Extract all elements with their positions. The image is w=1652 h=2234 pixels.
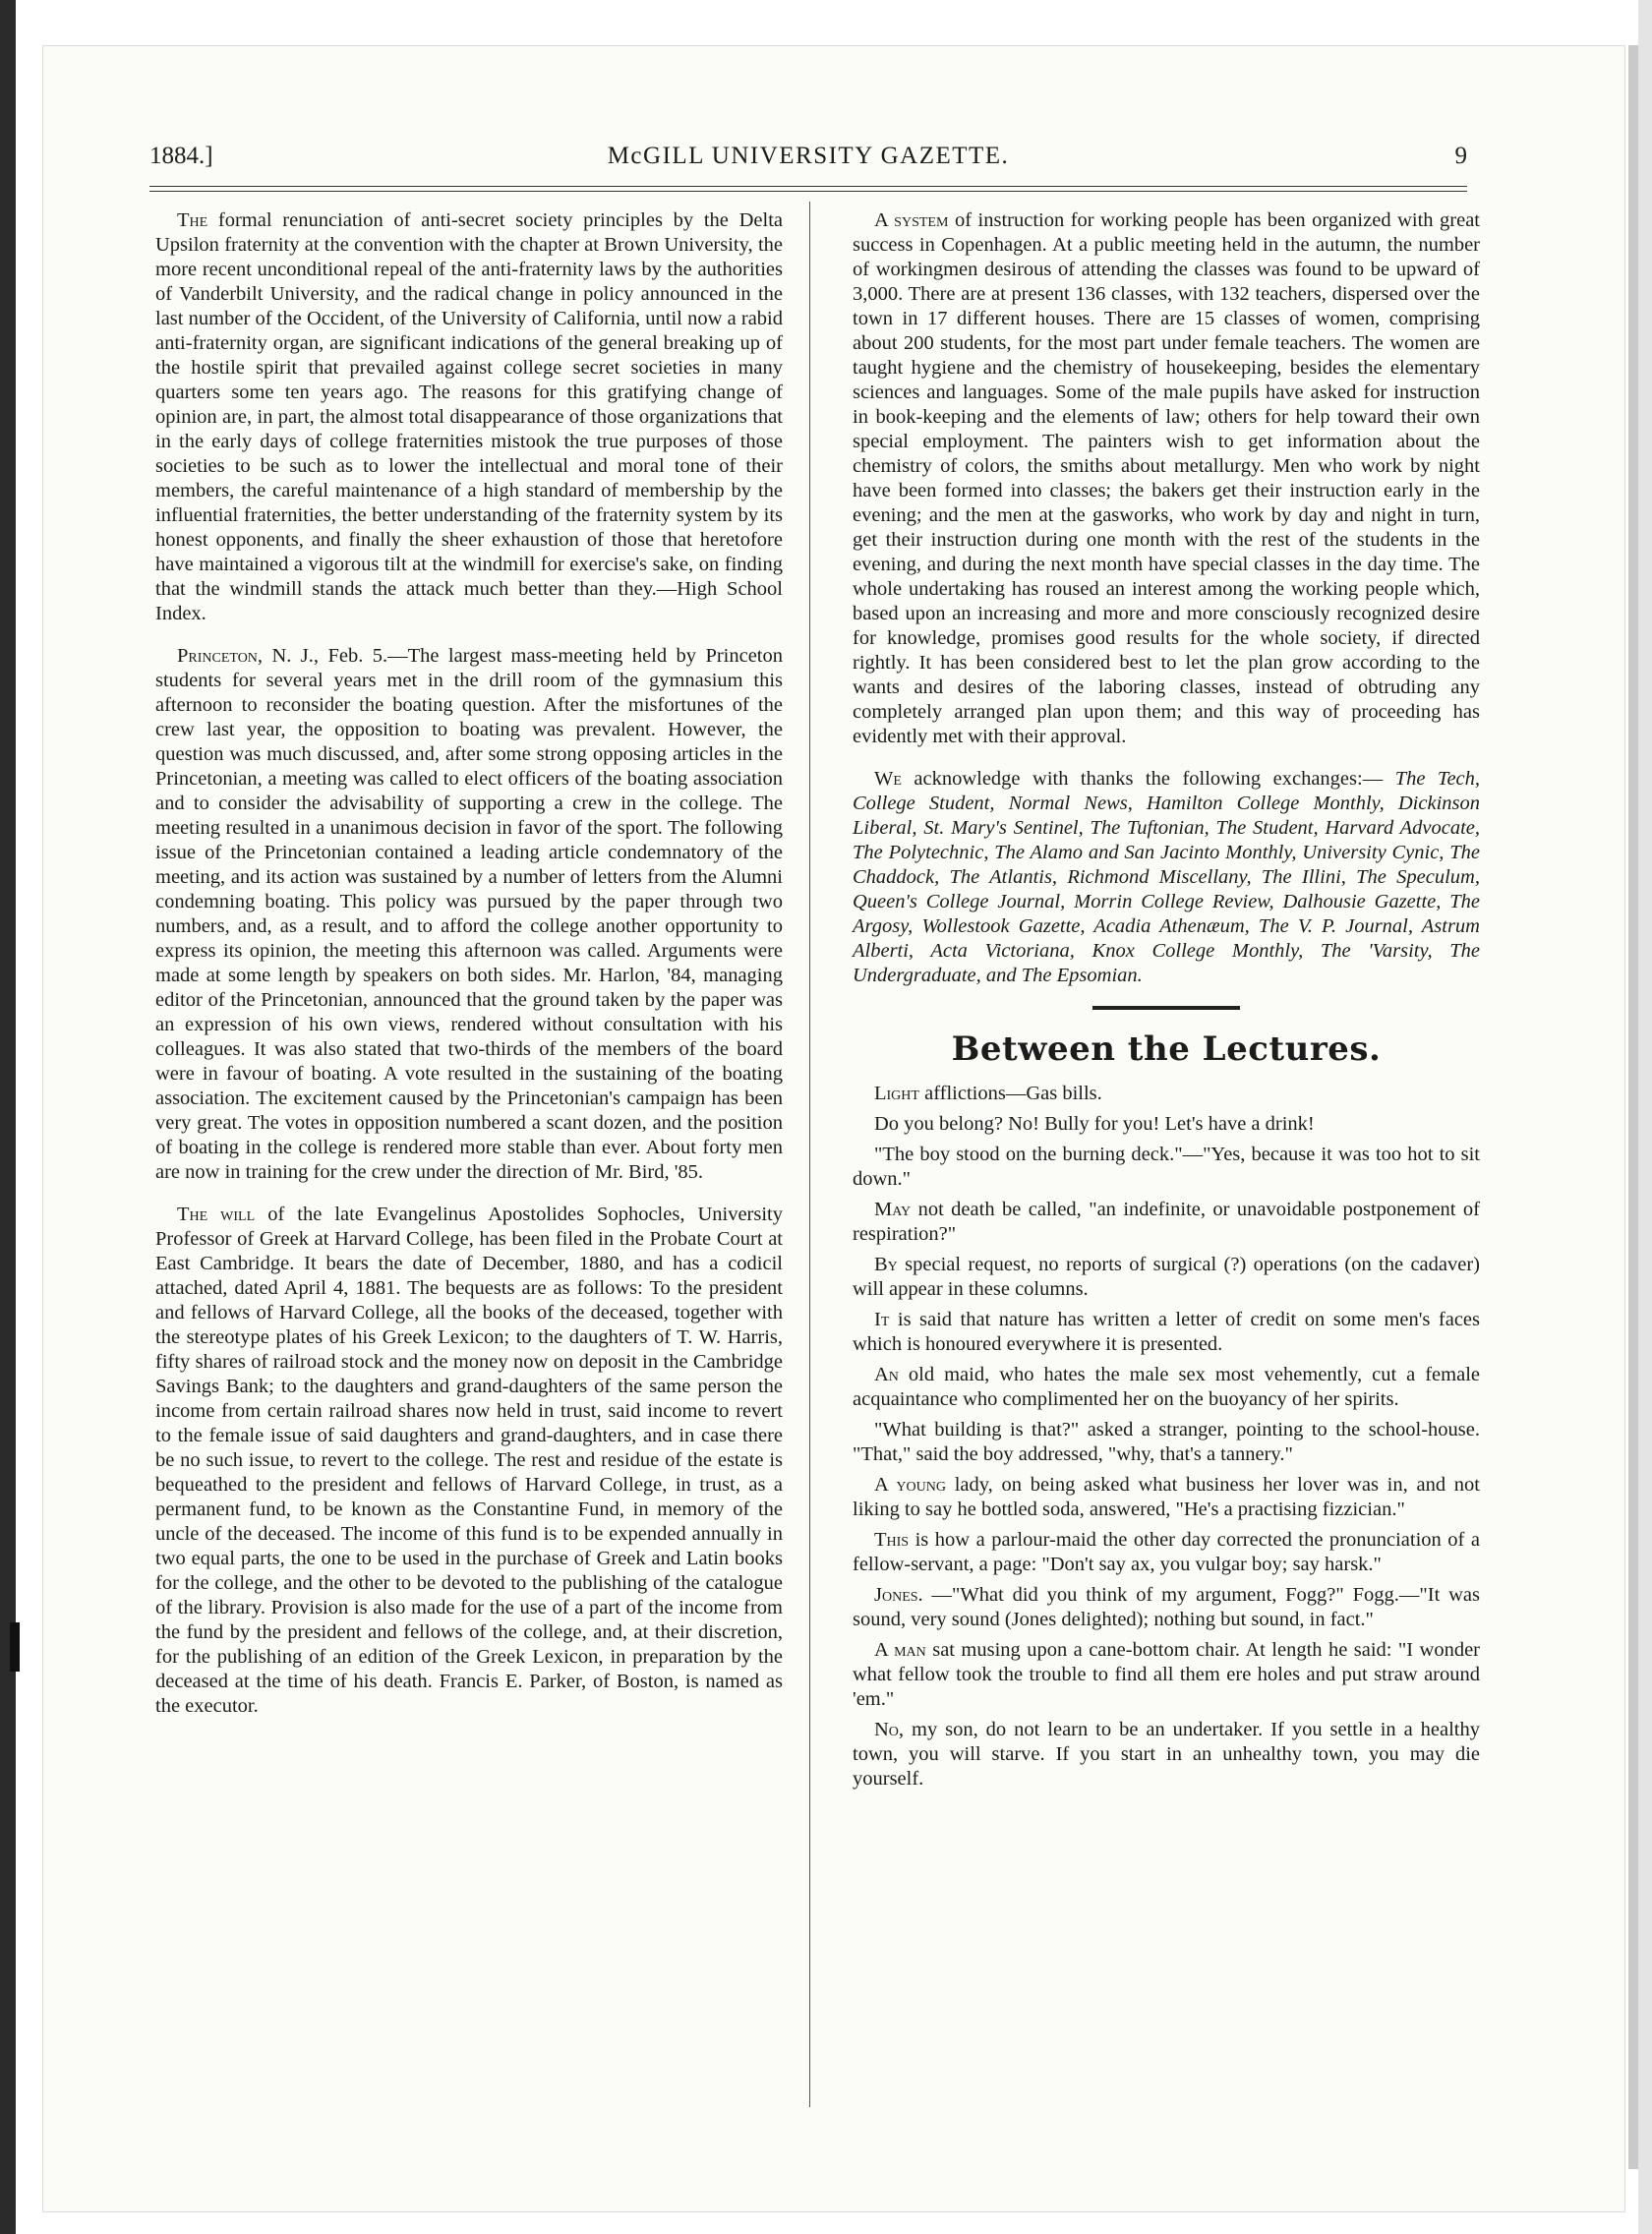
lead-word: The will: [177, 1204, 256, 1225]
joke-text: "The boy stood on the burning deck."—"Yes, because it was too hot to sit down.": [853, 1144, 1480, 1190]
lead-word: We: [874, 768, 902, 790]
joke-text: special request, no reports of surgical (?) operations (on the cadaver) will appear in these columns.: [853, 1254, 1480, 1300]
joke-text: afflictions—Gas bills.: [924, 1083, 1102, 1104]
right-column: [853, 208, 1480, 1797]
left-column: [155, 208, 783, 1736]
joke-text: is how a parlour-maid the other day corrected the pronunciation of a fellow-servant, a page: "Don't say ax, you vulgar boy; say harsk.": [853, 1529, 1480, 1575]
lead-word: May: [874, 1199, 912, 1220]
lead-word: It: [874, 1309, 890, 1330]
joke-item: [853, 1473, 1480, 1522]
page-number: 9: [1454, 143, 1467, 169]
joke-text: old maid, who hates the male sex most vehemently, cut a female acquaintance who complimented her on the buoyancy of her spirits.: [853, 1364, 1480, 1410]
article-fraternities: [155, 208, 783, 626]
joke-text: —"What did you think of my argument, Fogg?" Fogg.—"It was sound, very sound (Jones delighted); nothing but sound, in fact.": [853, 1584, 1480, 1630]
joke-item: [853, 1583, 1480, 1632]
jokes-list: [853, 1082, 1480, 1792]
joke-text: "What building is that?" asked a stranger, pointing to the school-house. "That," said the boy addressed, "why, that's a tannery.": [853, 1419, 1480, 1465]
publication-title: McGILL UNIVERSITY GAZETTE.: [607, 143, 1010, 169]
lead-word: Princeton,: [177, 645, 264, 667]
section-divider: [1092, 1006, 1240, 1010]
issue-year: 1884.]: [149, 143, 213, 169]
joke-item: [853, 1143, 1480, 1192]
lead-word: A system: [874, 209, 949, 231]
lead-word: A man: [874, 1639, 926, 1661]
article-exchanges: [853, 767, 1480, 988]
header-rule-second: [149, 191, 1467, 192]
lead-word: An: [874, 1364, 899, 1385]
column-divider: [809, 202, 810, 2107]
joke-item: [853, 1112, 1480, 1137]
binding-edge: [0, 0, 16, 2234]
joke-text: my son, do not learn to be an undertaker. If you settle in a healthy town, you will starve. If you start in an unhealthy town, you may die yourself.: [853, 1719, 1481, 1790]
running-head: [149, 143, 1467, 182]
article-text: N. J., Feb. 5.—The largest mass-meeting held by Princeton students for several years met in the drill room of the gymnasium this afternoon to reconsider the boating question. After the misfortunes of the crew last year, the opposition to boating was prevalent. However, the question was much discussed, and, after some strong opposing articles in the Princetonian, a meeting was called to elect officers of the boating association and to consider the advisability of supporting a crew in the college. The meeting resulted in a unanimous decision in favor of the sport. The following issue of the Princetonian contained a leading article condemnatory of the meeting, and its action was sustained by a number of letters from the Alumni condemning boating. This policy was pursued by the paper through two numbers, and, as a result, and to afford the college another opportunity to express its opinion, the meeting this afternoon was called. Arguments were made at some length by speakers on both sides. Mr. Harlon, '84, managing editor of the Princetonian, announced that the ground taken by the paper was an expression of his own views, rendered without consultation with his colleagues. It was also stated that two-thirds of the members of the board were in favour of boating. A vote resulted in the sustaining of the boating association. The excitement caused by the Princetonian's campaign has been very great. The votes in opposition numbered a scant dozen, and the position of boating in the college is rendered more stable than ever. About forty men are now in training for the crew under the direction of Mr. Bird, '85.: [155, 645, 784, 1183]
lead-word: This: [874, 1529, 910, 1551]
joke-text: not death be called, "an indefinite, or unavoidable postponement of respiration?": [853, 1199, 1480, 1245]
joke-item: [853, 1363, 1480, 1412]
page-stack-edge: [1628, 45, 1638, 2169]
joke-item: [853, 1528, 1480, 1577]
lead-word: The: [177, 209, 208, 231]
scan-edge: [1638, 0, 1652, 2234]
joke-text: lady, on being asked what business her lover was in, and not liking to say he bottled soda, answered, "He's a practising fizzician.": [853, 1474, 1481, 1520]
lead-word: A young: [874, 1474, 946, 1496]
joke-item: [853, 1638, 1480, 1712]
lead-word: Light: [874, 1083, 919, 1104]
joke-item: [853, 1198, 1480, 1247]
joke-item: [853, 1718, 1480, 1792]
article-text: of instruction for working people has been organized with great success in Copenhagen. At a public meeting held in the autumn, the number of workingmen desirous of attending the classes was found to be upward of 3,000. There are at present 136 classes, with 132 teachers, dispersed over the town in 17 different houses. There are 15 classes of women, comprising about 200 students, for the most part under female teachers. The women are taught hygiene and the chemistry of housekeeping, besides the elementary sciences and languages. Some of the male pupils have asked for instruction in book-keeping and the elements of law; others for help toward their own special employment. The painters wish to get information about the chemistry of colors, the smiths about metallurgy. Men who work by night have been formed into classes; the bakers get their instruction early in the evening; and the men at the gasworks, who work by day and night in turn, get their instruction during one month with the rest of the students in the evening, and during the next month have special classes in the day time. The whole undertaking has roused an interest among the working people which, based upon an increasing and more and more consciously recognized desire for knowledge, promises good results for the whole society, if directed rightly. It has been considered best to let the plan grow according to the wants and desires of the laboring classes, instead of obtruding any completely arranged plan upon them; and this way of proceeding has evidently met with their approval.: [853, 209, 1480, 747]
lead-word: Jones.: [874, 1584, 923, 1606]
article-princeton-boating: [155, 644, 783, 1185]
joke-item: [853, 1082, 1480, 1106]
article-copenhagen: [853, 208, 1480, 749]
joke-item: [853, 1418, 1480, 1467]
joke-text: is said that nature has written a letter of credit on some men's faces which is honoured everywhere it is presented.: [853, 1309, 1480, 1355]
joke-text: sat musing upon a cane-bottom chair. At length he said: "I wonder what fellow took the trouble to find all them ere holes and put straw around 'em.": [853, 1639, 1481, 1710]
exchange-list: The Tech, College Student, Normal News, Hamilton College Monthly, Dickinson Liberal, St. Mary's Sentinel, The Tuftonian, The Student, Harvard Advocate, The Polytechnic, The Alamo and San Jacinto Monthly, University Cynic, The Chaddock, The Atlantis, Richmond Miscellany, The Illini, The Speculum, Queen's College Journal, Morrin College Review, Dalhousie Gazette, The Argosy, Wollestook Gazette, Acadia Athenæum, The V. P. Journal, Astrum Alberti, Acta Victoriana, Knox College Monthly, The 'Varsity, The Undergraduate, and The Epsomian.: [853, 768, 1481, 986]
lead-word: No,: [874, 1719, 905, 1740]
lead-word: By: [874, 1254, 898, 1275]
article-text: formal renunciation of anti-secret society principles by the Delta Upsilon fraternity at the convention with the chapter at Brown University, the more recent unconditional repeal of the anti-fraternity laws by the authorities of Vanderbilt University, and the radical change in policy announced in the last number of the Occident, of the University of California, until now a rabid anti-fraternity organ, are significant indications of the general breaking up of the hostile spirit that prevailed against college secret societies in many quarters some ten years ago. The reasons for this gratifying change of opinion are, in part, the almost total disappearance of those organizations that in the early days of college fraternities mistook the true purposes of those societies to be such as to lower the intellectual and moral tone of their members, the careful maintenance of a high standard of membership by the influential fraternities, the better understanding of the fraternity system by its honest opponents, and finally the sheer exhaustion of those that heretofore have maintained a vigorous tilt at the windmill for exercise's sake, on finding that the windmill stands the attack much better than they.—High School Index.: [155, 209, 784, 624]
article-text: acknowledge with thanks the following exchanges:—: [914, 768, 1384, 790]
header-rule: [149, 186, 1467, 187]
joke-item: [853, 1253, 1480, 1302]
article-sophocles-will: [155, 1203, 783, 1719]
joke-item: [853, 1308, 1480, 1357]
binding-mark: [10, 1622, 20, 1672]
article-text: of the late Evangelinus Apostolides Sophocles, University Professor of Greek at Harvard College, has been filed in the Probate Court at East Cambridge. It bears the date of December, 1880, and has a codicil attached, dated April 4, 1881. The bequests are as follows: To the president and fellows of Harvard College, all the books of the deceased, together with the stereotype plates of his Greek Lexicon; to the daughters of T. W. Harris, fifty shares of railroad stock and the money now on deposit in the Cambridge Savings Bank; to the daughters and grand-daughters of the same person the income from certain railroad shares now held in trust, said income to revert to the female issue of said daughters and grand-daughters, and in case there be no such issue, to revert to the college. The rest and residue of the estate is bequeathed to the president and fellows of Harvard College, in trust, as a permanent fund, to be known as the Constantine Fund, in memory of the uncle of the deceased. The income of this fund is to be expended annually in two equal parts, the one to be used in the purchase of Greek and Latin books for the college, and the other to be devoted to the publishing of the catalogue of the library. Provision is also made for the use of a part of the income from the fund by the president and fellows of the college, and, at their discretion, for the publishing of an edition of the Greek Lexicon, in preparation by the deceased at the time of his death. Francis E. Parker, of Boston, is named as the executor.: [155, 1204, 784, 1717]
joke-text: Do you belong? No! Bully for you! Let's have a drink!: [874, 1113, 1315, 1135]
section-heading: Between the Lectures.: [951, 1029, 1382, 1069]
